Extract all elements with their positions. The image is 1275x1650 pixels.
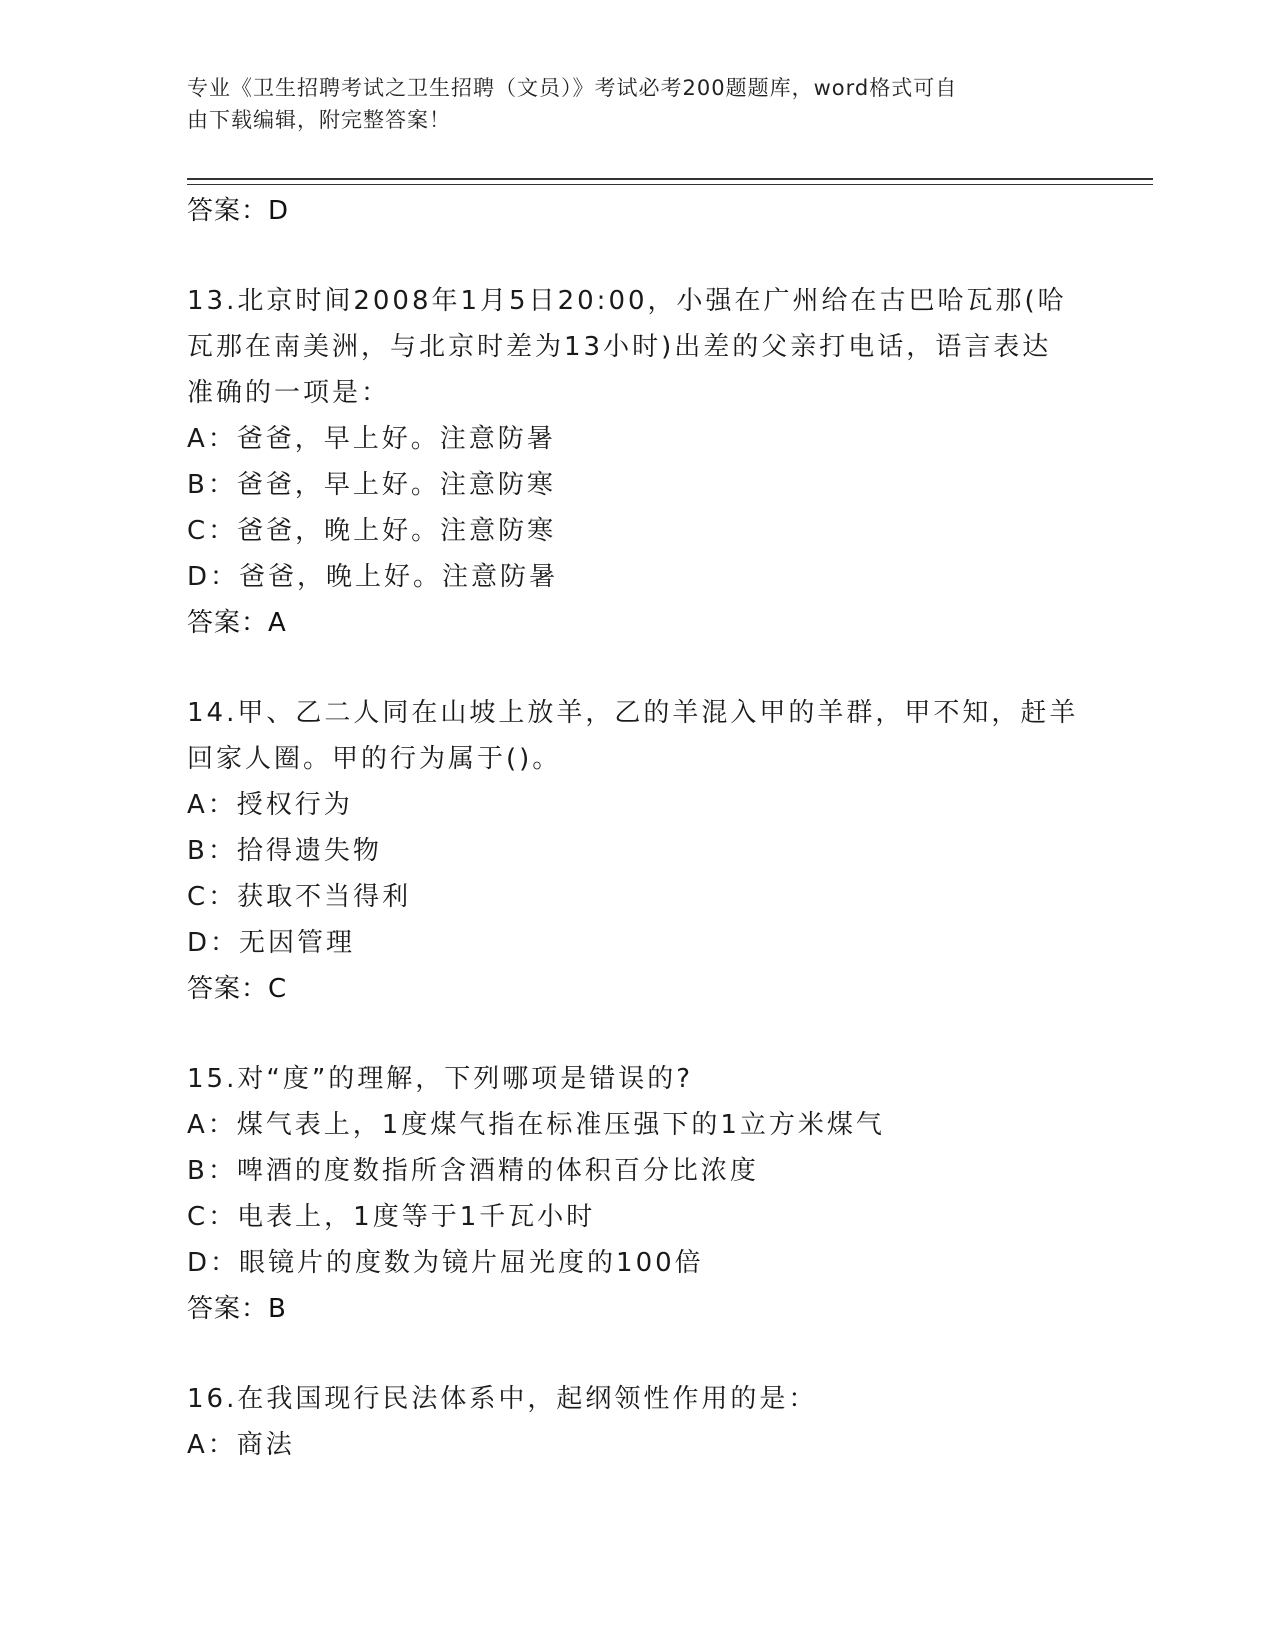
question-block [187,1056,1087,1332]
question-stem-line: 回家人圈。甲的行为属于()。 [187,744,562,774]
header-line: 专业《卫生招聘考试之卫生招聘（文员）》考试必考200题题库，word格式可自 [187,76,958,100]
question-stem-line: 15.对“度”的理解，下列哪项是错误的? [187,1064,694,1094]
option-d: D：爸爸，晚上好。注意防暑 [187,562,559,592]
question-block [187,278,1087,646]
option-c: C：电表上，1度等于1千瓦小时 [187,1202,596,1232]
spacer [187,1332,1087,1376]
option-b: B：啤酒的度数指所含酒精的体积百分比浓度 [187,1156,759,1186]
question-block [187,1376,1087,1468]
answer-line: 答案：D [187,196,290,226]
document-header [187,72,1067,136]
option-d: D：眼镜片的度数为镜片屈光度的100倍 [187,1248,704,1278]
header-divider-thick [187,178,1153,180]
header-line: 由下载编辑，附完整答案！ [187,108,451,132]
option-b: B：拾得遗失物 [187,836,382,866]
option-c: C：爸爸，晚上好。注意防寒 [187,516,557,546]
option-a: A：授权行为 [187,790,353,820]
option-a: A：商法 [187,1430,295,1460]
spacer [187,646,1087,690]
question-stem-line: 16.在我国现行民法体系中，起纲领性作用的是： [187,1384,818,1414]
question-stem-line: 准确的一项是： [187,378,391,408]
option-b: B：爸爸，早上好。注意防寒 [187,470,556,500]
header-divider-thin [187,184,1153,185]
option-a: A：煤气表上，1度煤气指在标准压强下的1立方米煤气 [187,1110,885,1140]
answer-line: 答案：A [187,608,287,638]
question-list [187,188,1087,1468]
option-c: C：获取不当得利 [187,882,412,912]
question-stem-line: 13.北京时间2008年1月5日20:00，小强在广州给在古巴哈瓦那(哈 [187,286,1067,316]
spacer [187,1012,1087,1056]
answer-line: 答案：B [187,1294,287,1324]
question-block [187,690,1087,1012]
spacer [187,234,1087,278]
question-stem-line: 14.甲、乙二人同在山坡上放羊，乙的羊混入甲的羊群，甲不知，赶羊 [187,698,1079,728]
option-d: D：无因管理 [187,928,356,958]
option-a: A：爸爸，早上好。注意防暑 [187,424,556,454]
answer-line: 答案：C [187,974,288,1004]
question-stem-line: 瓦那在南美洲，与北京时差为13小时)出差的父亲打电话，语言表达 [187,332,1052,362]
